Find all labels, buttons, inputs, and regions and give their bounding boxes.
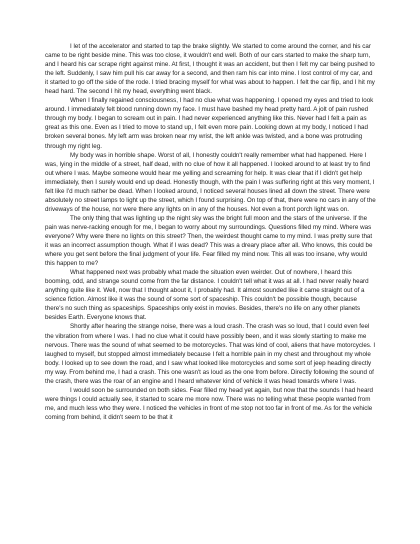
paragraph: My body was in horrible shape. Worst of all, I honestly couldn't really remember what had happened. Here I was, lying in the middle of a street, half dead, with no clue of how it all happened. I looked around to at least try to find out where I was. Maybe someone would hear me yelling and screaming for help. It was clear that if I didn't get help immediately, then I surely would end up dead. Honestly though, with the pain I was suffering right at this very moment, I felt like I'd much rather be dead. When I looked around, I noticed several houses lined all down the street. There were absolutely no street lamps to light up the street, which I found surprising. On top of that, there were no cars in any of the driveways of the house, nor were there any lights on in any of the houses. Not even a front porch light was on. (45, 151, 376, 213)
paragraph: What happened next was probably what made the situation even weirder. Out of nowhere, I heard this booming, odd, and strange sound come from the far distance. I couldn't tell what it was at all. I had never really heard anything quite like it. Well, now that I thought about it, I probably had. It almost sounded like it came straight out of a science fiction. Almost like it was the sound of some sort of spaceship. This couldn't be possible though, because there's no such thing as spaceships. Spaceships only exist in movies. Besides, there's no life on any other planets besides Earth. Everyone knows that. (45, 269, 369, 322)
paragraph: Shortly after hearing the strange noise, there was a loud crash. The crash was so loud, that I could even feel the vibration from where I was. I had no clue what it could have possibly been, and it was slowly starting to make me nervous. There was the sound of what seemed to be motorcycles. That was kind of cool, aliens that have motorcycles. I laughed to myself, but stopped almost immediately because I felt a horrible pain in my chest and throughout my whole body. I looked up to see down the road, and I saw what looked like motorcycles and some sort of jeep heading directly my way. From behind me, I had a crash. This one wasn't as loud as the one from before. Directly following the sound of the crash, there was the roar of an engine and I heard whatever kind of vehicle it was head towards where I was. (45, 323, 376, 385)
paragraph: The only thing that was lighting up the night sky was the bright full moon and the stars of the universe. If the pain was nerve-racking enough for me, I began to worry about my surroundings. Questions filled my mind. Where was everyone? Why were there no lights on this street? Then, the weirdest thought came to my mind. I was pretty sure that it was an incorrect assumption though. What if I was dead? This was a dreary place after all. Who knows, this could be where you get sent before the final judgment of your life. Fear filled my mind now. This all was too insane, why would this happen to me? (45, 214, 373, 268)
paragraph: When I finally regained consciousness, I had no clue what was happening. I opened my eyes and tried to look around. I immediately felt blood running down my face. I must have bashed my head pretty hard. A jolt of pain rushed through my body. I began to scream out in pain. I had never experienced anything like this. Never had I felt a pain as great as this one. Even as I tried to move to stand up, I felt even more pain. Looking down at my body, I noticed I had broken several bones. My left arm was broken near my wrist, the left ankle was twisted, and a bone was protruding through my right leg. (45, 97, 374, 150)
paragraph: I let of the accelerator and started to tap the brake slightly. We started to come around the corner, and his car came to be right beside mine. This was too close, it wouldn't end well. Both of our cars started to make the sharp turn, and I heard his car scrape right against mine. At first, I thought it was an accident, but then I felt my car being pushed to the left. Suddenly, I saw him pull his car away for a second, and then ram his car into mine. I lost control of my car, and it started to go off the side of the rode. I tried bracing myself for what was about to happen. I felt the car flip, and I hit my head hard. The second I hit my head, everything went black. (45, 43, 375, 96)
paragraph: I would soon be surrounded on both sides. Fear filled my head yet again, but now that the sounds I had heard were things I could actually see, it started to scare me more now. There was no telling what these people wanted from me, and much less who they were. I noticed the vehicles in front of me stop not too far in front of me. As for the vehicle coming from behind, it didn't seem to be that it (45, 386, 373, 421)
